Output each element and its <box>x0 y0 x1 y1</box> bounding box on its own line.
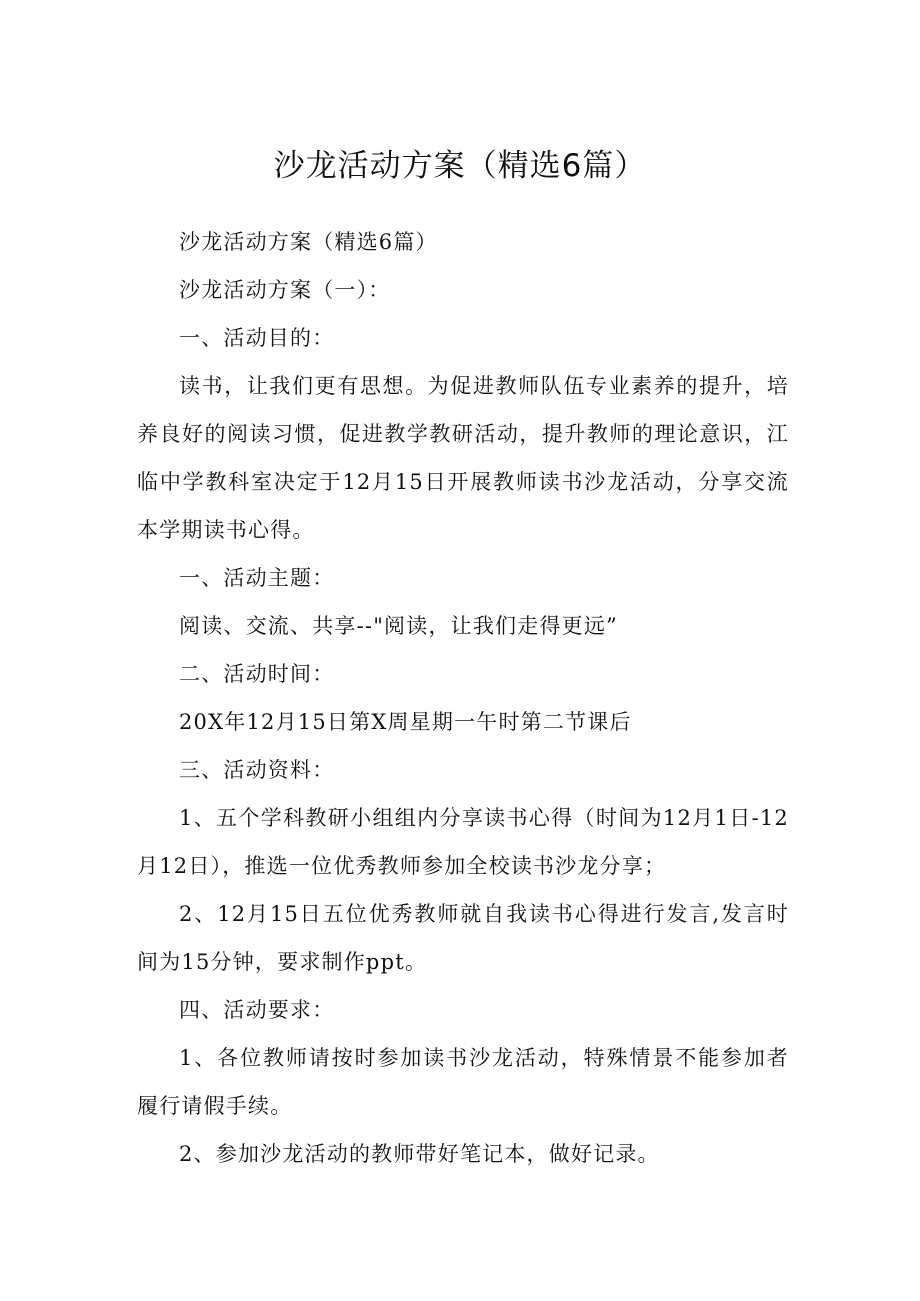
paragraph-3: 一、活动目的： <box>179 326 335 350</box>
paragraph-4: 读书，让我们更有思想。为促进教师队伍专业素养的提升，培养良好的阅读习惯，促进教学教研活动，提升教师的理论意识，江临中学教科室决定于12月15日开展教师读书沙龙活动，分享交流本学期读书心得。 <box>137 374 789 542</box>
document-body <box>137 218 789 1178</box>
paragraph-14: 2、参加沙龙活动的教师带好笔记本，做好记录。 <box>179 1142 660 1166</box>
paragraph-13: 1、各位教师请按时参加读书沙龙活动，特殊情景不能参加者履行请假手续。 <box>137 1046 789 1118</box>
paragraph-11: 2、12月15日五位优秀教师就自我读书心得进行发言,发言时间为15分钟，要求制作ppt。 <box>137 902 789 974</box>
paragraph-10: 1、五个学科教研小组组内分享读书心得（时间为12月1日-12月12日），推选一位优秀教师参加全校读书沙龙分享； <box>137 806 789 878</box>
paragraph-8: 20X年12月15日第X周星期一午时第二节课后 <box>179 710 632 734</box>
paragraph-5: 一、活动主题： <box>179 566 335 590</box>
paragraph-9: 三、活动资料： <box>179 758 335 782</box>
paragraph-1: 沙龙活动方案（精选6篇） <box>179 230 438 254</box>
paragraph-7: 二、活动时间： <box>179 662 335 686</box>
paragraph-2: 沙龙活动方案（一）： <box>179 278 391 302</box>
document-title: 沙龙活动方案（精选6篇） <box>273 148 647 184</box>
paragraph-6: 阅读、交流、共享--"阅读，让我们走得更远” <box>179 614 618 638</box>
paragraph-12: 四、活动要求： <box>179 998 335 1022</box>
